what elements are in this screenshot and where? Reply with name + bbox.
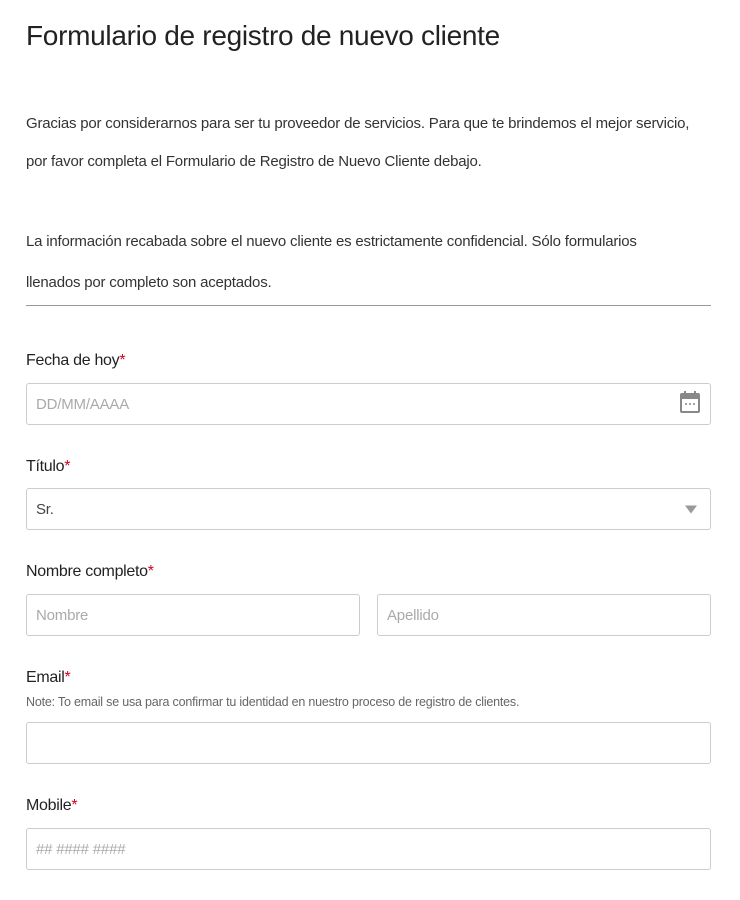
last-name-placeholder: Apellido bbox=[387, 606, 439, 624]
confidentiality-text: La información recabada sobre el nuevo cliente es estrictamente confidencial. Sólo formularios bbox=[26, 233, 637, 250]
title-select[interactable] bbox=[26, 488, 711, 530]
name-label: Nombre completo* bbox=[26, 563, 154, 580]
first-name-placeholder: Nombre bbox=[36, 606, 89, 624]
divider bbox=[26, 305, 711, 306]
email-input[interactable] bbox=[26, 722, 711, 764]
date-input[interactable] bbox=[26, 383, 711, 425]
last-name-input[interactable] bbox=[377, 594, 711, 636]
date-label: Fecha de hoy* bbox=[26, 352, 126, 369]
title-value: Sr. bbox=[36, 500, 54, 518]
title-label: Título* bbox=[26, 458, 71, 475]
page-title: Formulario de registro de nuevo cliente bbox=[26, 20, 500, 51]
email-label: Email* bbox=[26, 669, 71, 686]
calendar-icon[interactable] bbox=[679, 390, 701, 418]
confidentiality-text: llenados por completo son aceptados. bbox=[26, 274, 272, 291]
intro-text: por favor completa el Formulario de Registro de Nuevo Cliente debajo. bbox=[26, 153, 482, 170]
email-note: Note: To email se usa para confirmar tu identidad en nuestro proceso de registro de clientes. bbox=[26, 695, 520, 709]
mobile-input[interactable] bbox=[26, 828, 711, 870]
mobile-placeholder: ## #### #### bbox=[36, 840, 126, 858]
mobile-label: Mobile* bbox=[26, 797, 78, 814]
date-placeholder: DD/MM/AAAA bbox=[36, 395, 130, 413]
chevron-down-icon bbox=[685, 501, 697, 518]
intro-text: Gracias por considerarnos para ser tu proveedor de servicios. Para que te brindemos el mejor servicio, bbox=[26, 115, 690, 132]
first-name-input[interactable] bbox=[26, 594, 360, 636]
